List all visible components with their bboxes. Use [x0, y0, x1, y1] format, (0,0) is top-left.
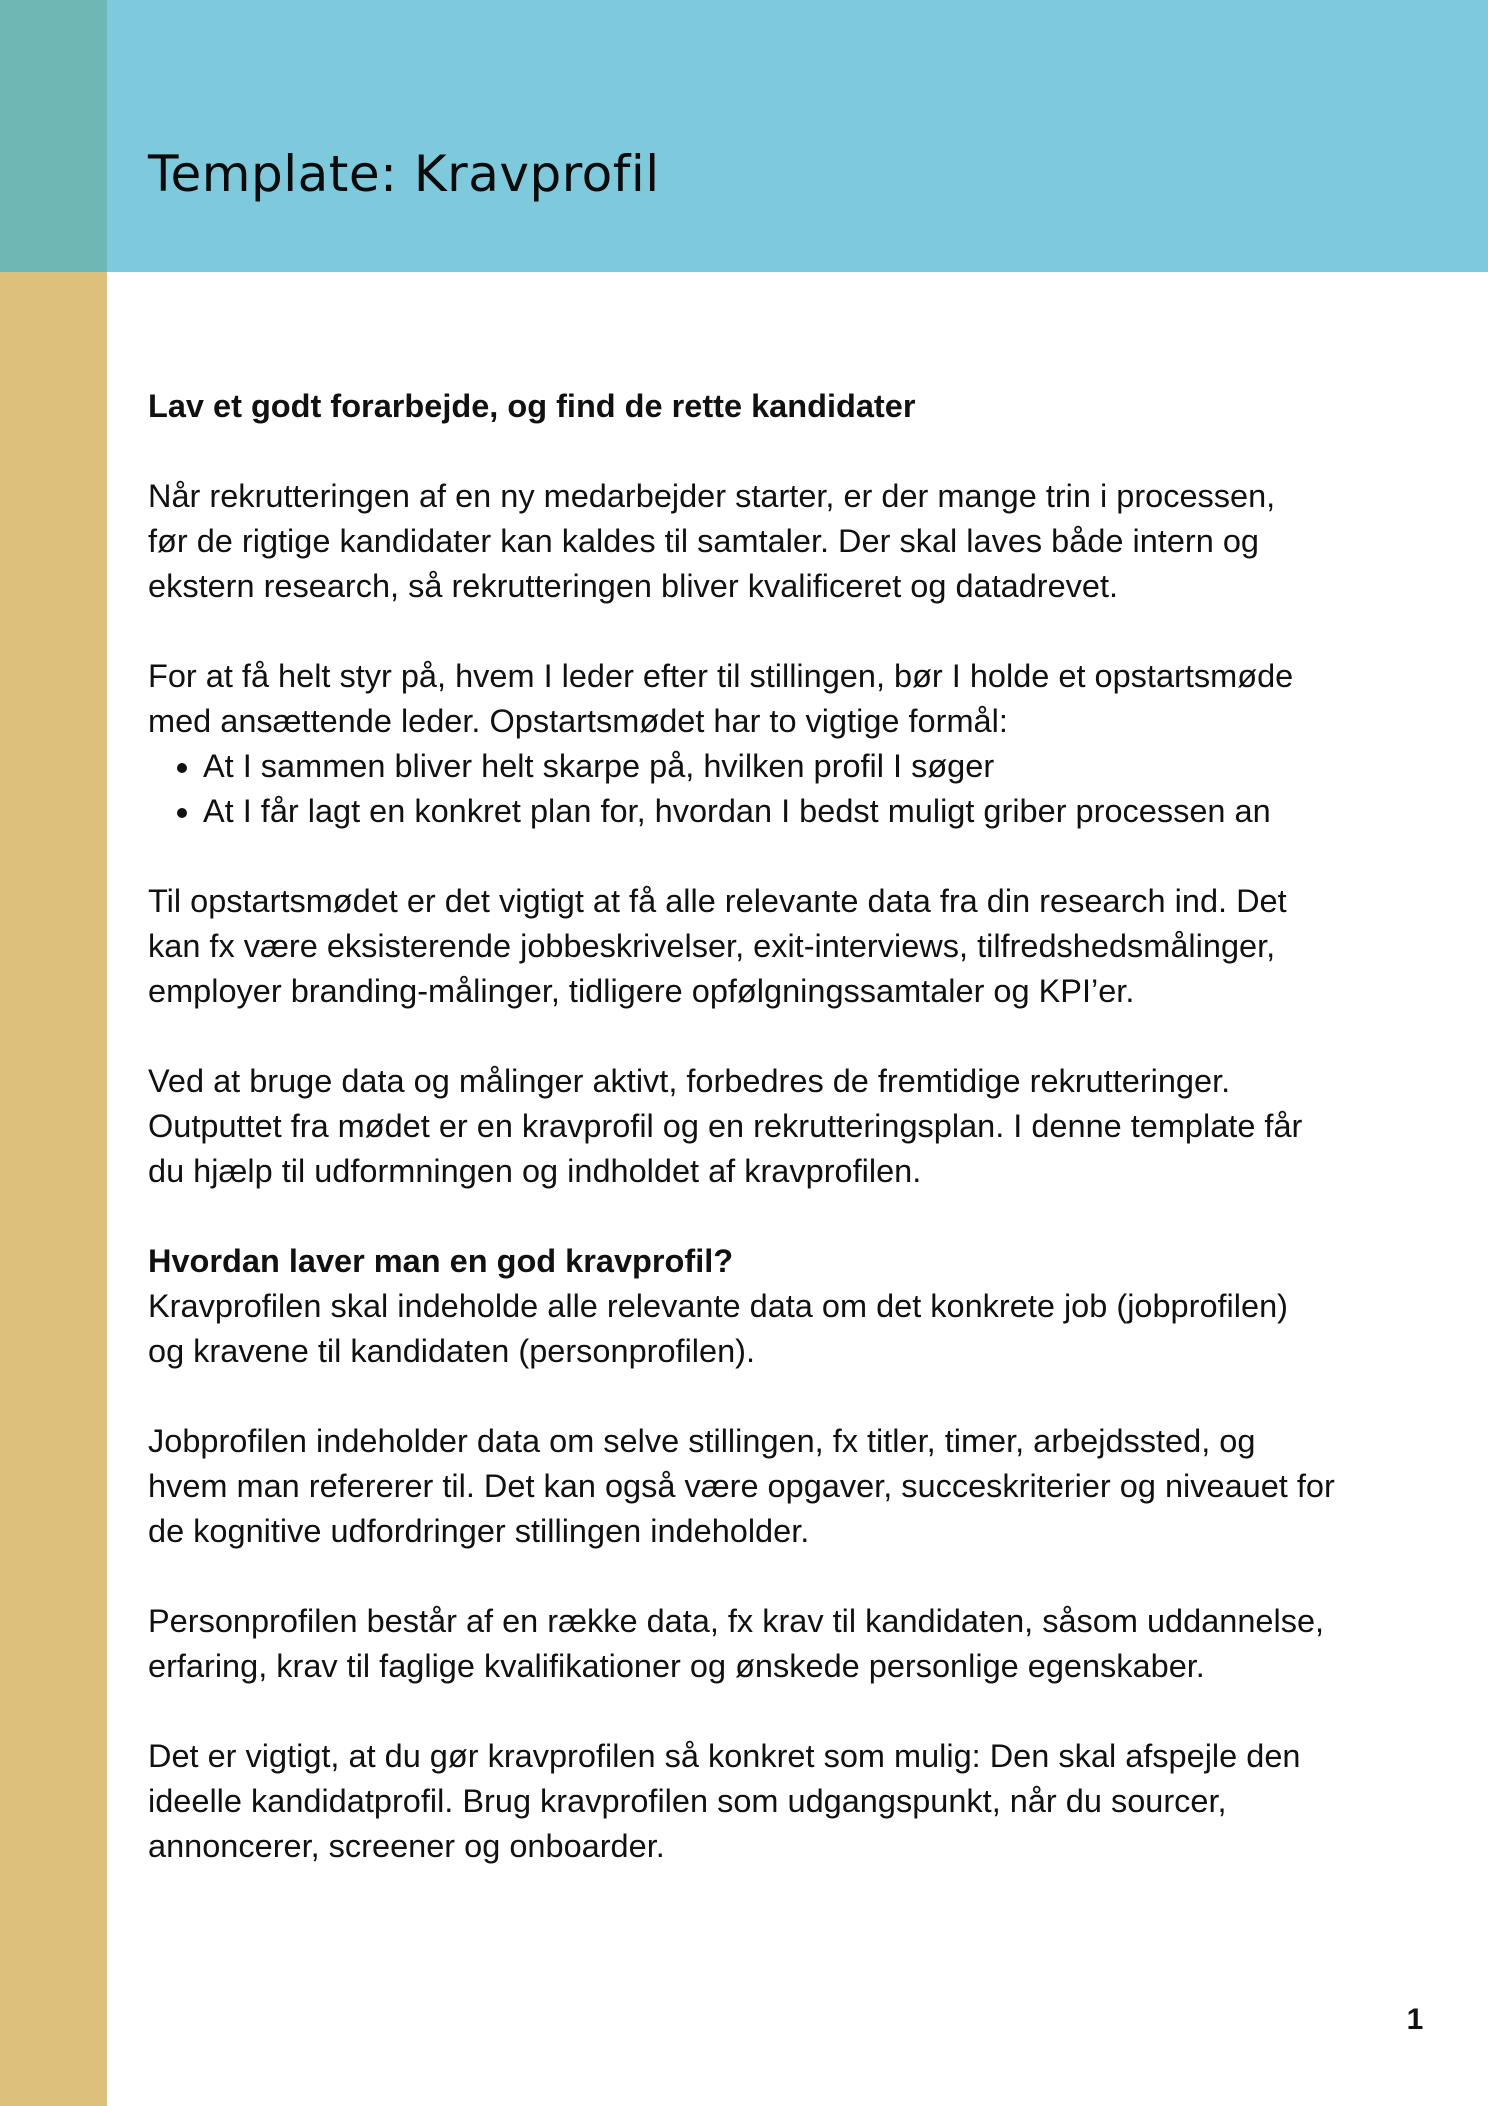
page-title: Template: Kravprofil	[148, 145, 660, 203]
text-line: ekstern research, så rekrutteringen bliver kvalificeret og datadrevet.	[148, 568, 1119, 604]
spacer	[148, 1194, 1408, 1239]
text-line: kan fx være eksisterende jobbeskrivelser, exit-interviews, tilfredshedsmålinger,	[148, 928, 1276, 964]
text-line: og kravene til kandidaten (personprofilen).	[148, 1333, 756, 1369]
spacer	[148, 1014, 1408, 1059]
page-number: 1	[1406, 2003, 1424, 2036]
paragraph-research-data	[148, 879, 1408, 1014]
list-item: • At I sammen bliver helt skarpe på, hvilken profil I søger	[203, 744, 1408, 789]
section-heading-preparation: Lav et godt forarbejde, og find de rette kandidater	[148, 388, 916, 424]
text-line: før de rigtige kandidater kan kaldes til samtaler. Der skal laves både intern og	[148, 523, 1259, 559]
text-line: ideelle kandidatprofil. Brug kravprofilen som udgangspunkt, når du sourcer,	[148, 1783, 1227, 1819]
spacer	[148, 1554, 1408, 1599]
paragraph-concrete-profile	[148, 1734, 1408, 1869]
text-line: For at få helt styr på, hvem I leder efter til stillingen, bør I holde et opstartsmøde	[148, 658, 1294, 694]
text-line: Ved at bruge data og målinger aktivt, forbedres de fremtidige rekrutteringer.	[148, 1063, 1231, 1099]
text-line: Personprofilen består af en række data, fx krav til kandidaten, såsom uddannelse,	[148, 1603, 1325, 1639]
sidebar-accent-top	[0, 0, 107, 272]
paragraph-intro	[148, 474, 1408, 609]
paragraph-meeting-output	[148, 1059, 1408, 1194]
document-body	[148, 384, 1408, 1869]
text-line: de kognitive udfordringer stillingen indeholder.	[148, 1513, 810, 1549]
text-line: Til opstartsmødet er det vigtigt at få alle relevante data fra din research ind. Det	[148, 883, 1287, 919]
spacer	[148, 834, 1408, 879]
section-heading-how-to: Hvordan laver man en god kravprofil?	[148, 1243, 734, 1279]
spacer	[148, 609, 1408, 654]
spacer	[148, 429, 1408, 474]
text-line: Kravprofilen skal indeholde alle relevante data om det konkrete job (jobprofilen)	[148, 1288, 1288, 1324]
paragraph-job-profile	[148, 1419, 1408, 1554]
text-line: Outputtet fra mødet er en kravprofil og en rekrutteringsplan. I denne template får	[148, 1108, 1303, 1144]
text-line: Jobprofilen indeholder data om selve stillingen, fx titler, timer, arbejdssted, og	[148, 1423, 1256, 1459]
sidebar-accent-bottom	[0, 272, 107, 2106]
paragraph-person-profile	[148, 1599, 1408, 1689]
spacer	[148, 1689, 1408, 1734]
text-line: du hjælp til udformningen og indholdet af kravprofilen.	[148, 1153, 922, 1189]
text-line: Når rekrutteringen af en ny medarbejder starter, er der mange trin i processen,	[148, 478, 1276, 514]
text-line: employer branding-målinger, tidligere opfølgningssamtaler og KPI’er.	[148, 973, 1135, 1009]
list-item: • At I får lagt en konkret plan for, hvordan I bedst muligt griber processen an	[203, 789, 1408, 834]
header-band	[107, 0, 1488, 272]
text-line: Det er vigtigt, at du gør kravprofilen så konkret som mulig: Den skal afspejle den	[148, 1738, 1301, 1774]
purpose-list	[148, 744, 1408, 834]
text-line: annoncerer, screener og onboarder.	[148, 1828, 665, 1864]
paragraph-profile-contents	[148, 1284, 1408, 1374]
text-line: hvem man refererer til. Det kan også være opgaver, succeskriterier og niveauet for	[148, 1468, 1335, 1504]
text-line: med ansættende leder. Opstartsmødet har to vigtige formål:	[148, 703, 1008, 739]
text-line: erfaring, krav til faglige kvalifikationer og ønskede personlige egenskaber.	[148, 1648, 1205, 1684]
spacer	[148, 1374, 1408, 1419]
paragraph-kickoff-meeting	[148, 654, 1408, 744]
